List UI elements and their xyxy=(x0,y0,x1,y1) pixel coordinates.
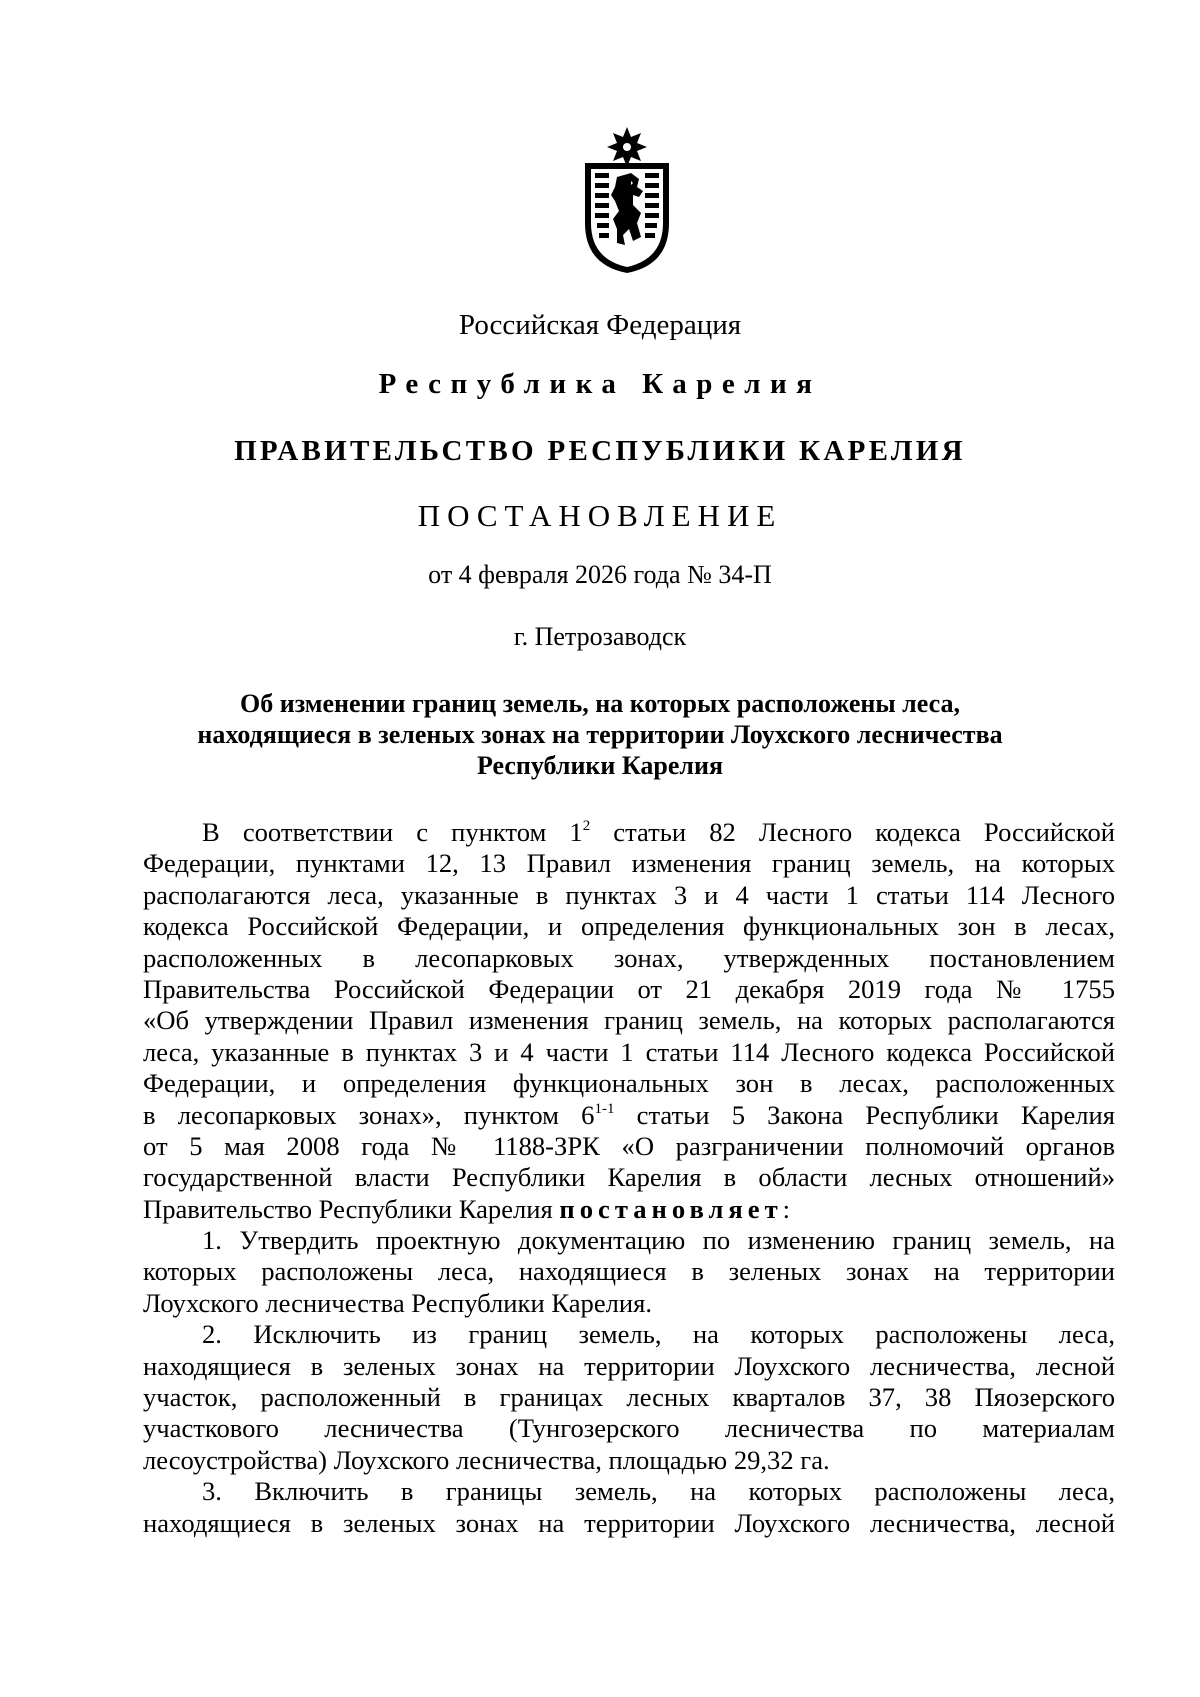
body-line: расположенных в лесопарковых зонах, утвержденных постановлением xyxy=(143,942,1115,973)
body-line: 2. Исключить из границ земель, на которых расположены леса, xyxy=(202,1319,1115,1350)
republic-heading: Республика Карелия xyxy=(378,368,822,400)
body-line: лесоустройства) Лоухского лесничества, площадью 29,32 га. xyxy=(143,1444,830,1475)
body-line: Федерации, и определения функциональных зон в лесах, расположенных xyxy=(143,1068,1115,1099)
body-line: 3. Включить в границы земель, на которых расположены леса, xyxy=(202,1476,1115,1507)
body-line: В соответствии с пунктом $1^2$ статьи 82 Лесного кодекса Российской xyxy=(202,817,1115,847)
body-line: Лоухского лесничества Республики Карелия. xyxy=(143,1287,653,1318)
superscript: 2 xyxy=(582,818,591,834)
document-type: ПОСТАНОВЛЕНИЕ xyxy=(417,498,783,533)
city-line: г. Петрозаводск xyxy=(513,622,687,651)
body-line: леса, указанные в пунктах 3 и 4 части 1 статьи 114 Лесного кодекса Российской xyxy=(143,1036,1115,1067)
date-and-number: от 4 февраля 2026 года № 34-П xyxy=(428,560,772,589)
body-line: Правительство Республики Карелия постановляет: xyxy=(143,1193,791,1224)
body-line: которых расположены леса, находящиеся в зеленых зонах на территории xyxy=(143,1256,1115,1287)
superscript: 1-1 xyxy=(594,1100,615,1117)
body-line: государственной власти Республики Карелия в области лесных отношений» xyxy=(143,1162,1115,1193)
body-line: участкового лесничества (Тунгозерского лесничества по материалам xyxy=(143,1413,1115,1444)
body-line: участок, расположенный в границах лесных кварталов 37, 38 Пяозерского xyxy=(143,1382,1115,1413)
title-line: Об изменении границ земель, на которых расположены леса, xyxy=(240,689,960,718)
government-heading: ПРАВИТЕЛЬСТВО РЕСПУБЛИКИ КАРЕЛИЯ xyxy=(234,435,966,467)
country-heading: Российская Федерация xyxy=(458,309,742,341)
body-line: находящиеся в зеленых зонах на территории Лоухского лесничества, лесной xyxy=(143,1350,1115,1381)
body-line: Федерации, пунктами 12, 13 Правил изменения границ земель, на которых xyxy=(143,848,1115,879)
body-line: от 5 мая 2008 года № 1188-ЗРК «О разграничении полномочий органов xyxy=(143,1130,1115,1161)
title-line: находящиеся в зеленых зонах на территории Лоухского лесничества xyxy=(197,720,1003,749)
document-body xyxy=(143,817,1115,1539)
body-line: находящиеся в зеленых зонах на территории Лоухского лесничества, лесной xyxy=(143,1507,1115,1538)
body-line: Правительства Российской Федерации от 21 декабря 2019 года № 1755 xyxy=(143,973,1115,1004)
body-line: «Об утверждении Правил изменения границ земель, на которых располагаются xyxy=(143,1005,1115,1036)
document-title xyxy=(0,688,1200,781)
coat-of-arms-emblem xyxy=(571,125,683,275)
body-line: располагаются леса, указанные в пунктах 3 и 4 части 1 статьи 114 Лесного xyxy=(143,879,1115,910)
body-line: 1. Утвердить проектную документацию по изменению границ земель, на xyxy=(202,1225,1115,1256)
title-line: Республики Карелия xyxy=(476,751,724,780)
body-line: кодекса Российской Федерации, и определения функциональных зон в лесах, xyxy=(143,911,1115,942)
body-line: в лесопарковых зонах», пунктом 6$^{1-1}$ статьи 5 Закона Республики Карелия xyxy=(143,1099,1115,1130)
resolves-word: постановляет xyxy=(559,1193,783,1224)
